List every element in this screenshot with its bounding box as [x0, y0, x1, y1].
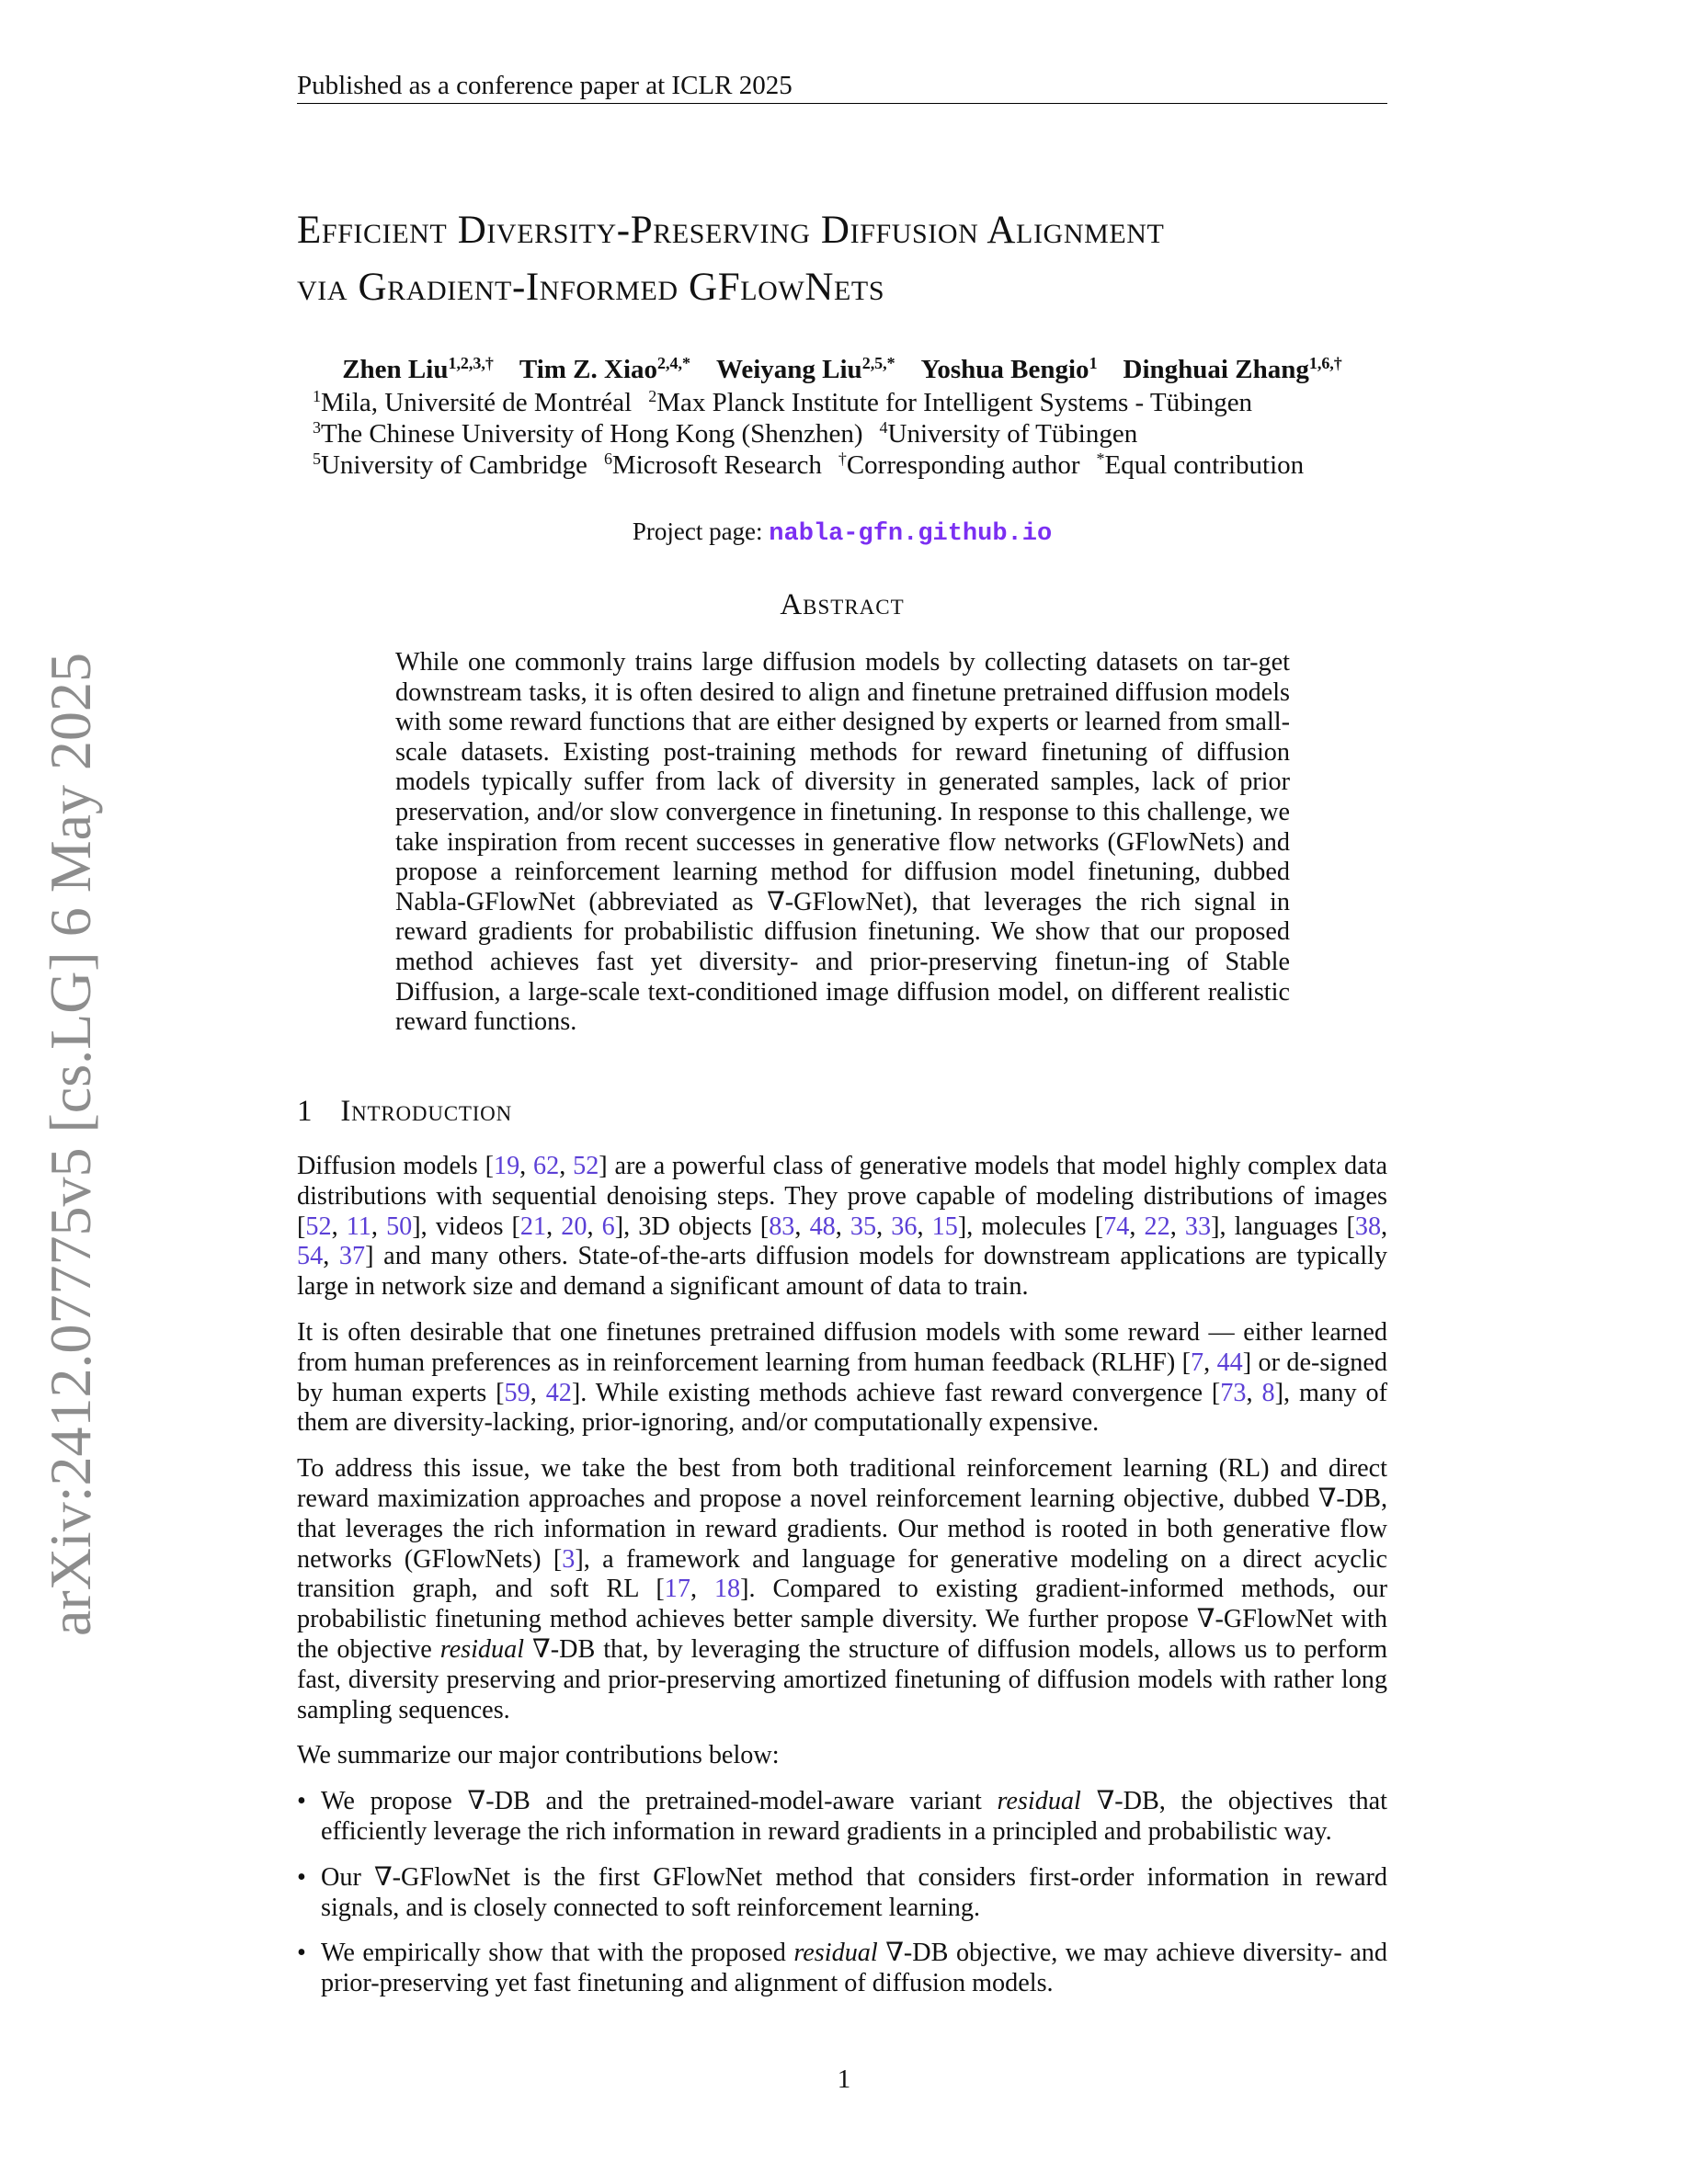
citation-link[interactable]: 6: [601, 1211, 615, 1241]
author-name: Dinghuai Zhang$^{1,6,\dagger}$: [1123, 354, 1342, 384]
arxiv-stamp: arXiv:2412.07775v5 [cs.LG] 6 May 2025: [38, 652, 103, 1636]
project-page: [297, 518, 1387, 548]
citation-link[interactable]: 44: [1216, 1348, 1243, 1377]
intro-paragraph-1: Diffusion models [19, 62, 52] are a powerful class of generative models that model highly complex data distributions with sequential denoising steps. They prove capable of modeling distributions of images [52, 11, 50], videos [21, 20, 6], 3D objects [83, 48, 35, 36, 15], molecules [74, 22, 33], languages [38, 54, 37] and many others. State-of-the-arts diffusion models for downstream applications are typically large in network size and demand a significant amount of data to train.: [297, 1152, 1388, 1302]
affiliation-item: $^3$The Chinese University of Hong Kong (Shenzhen): [313, 418, 863, 449]
affiliation-item: *Equal contribution: [1096, 449, 1305, 480]
author-name: Weiyang Liu$^{2,5,*}$: [715, 354, 895, 384]
affiliation-marker: *: [1096, 449, 1105, 469]
author-affiliation-marker: 1: [1089, 354, 1098, 373]
citation-link[interactable]: 38: [1354, 1211, 1382, 1241]
italic-term: residual: [439, 1634, 525, 1664]
abstract-body: While one commonly trains large diffusion models by collecting datasets on tar-get downstream tasks, it is often desired to align and finetune pretrained diffusion models with some reward functions that are either designed by experts or learned from small-scale datasets. Existing post-training methods for reward finetuning of diffusion models typically suffer from lack of diversity in generated samples, lack of prior preservation, and/or slow convergence in finetuning. In response to this challenge, we take inspiration from recent successes in generative flow networks (GFlowNets) and propose a reinforcement learning method for diffusion model finetuning, dubbed Nabla-GFlowNet (abbreviated as ∇-GFlowNet), that leverages the rich signal in reward gradients for probabilistic diffusion finetuning. We show that our proposed method achieves fast yet diversity- and prior-preserving finetun-ing of Stable Diffusion, a large-scale text-conditioned image diffusion model, on different realistic reward functions.: [395, 648, 1290, 1037]
affiliation-item: $^4$University of Tübingen: [879, 418, 1138, 449]
author-name: Tim Z. Xiao$^{2,4,*}$: [519, 354, 690, 384]
citation-link[interactable]: 35: [850, 1211, 877, 1241]
italic-term: residual: [793, 1939, 878, 1968]
intro-paragraph-4: We summarize our major contributions below:: [297, 1741, 780, 1770]
citation-link[interactable]: 74: [1103, 1211, 1130, 1241]
affiliation-item: $^6$Microsoft Research: [603, 449, 822, 480]
affiliation-marker: 4: [879, 418, 888, 438]
citation-link[interactable]: 22: [1144, 1211, 1170, 1241]
citation-link[interactable]: 8: [1261, 1378, 1275, 1407]
affiliation-marker: 6: [603, 449, 612, 469]
citation-link[interactable]: 17: [664, 1575, 690, 1604]
page-number: 1: [837, 2065, 851, 2094]
paper-title: [297, 202, 1400, 316]
author-name: Zhen Liu$^{1,2,3,\dagger}$: [342, 354, 494, 384]
affiliation-item: $^2$Max Planck Institute for Intelligent Systems - Tübingen: [648, 387, 1253, 417]
arxiv-stamp-container: [37, 561, 120, 1636]
contribution-item: • Our ∇-GFlowNet is the first GFlowNet method that considers first-order information in reward signals, and is closely connected to soft reinforcement learning.: [297, 1863, 1387, 1924]
citation-link[interactable]: 33: [1184, 1211, 1212, 1241]
project-page-label: Project page:: [632, 518, 770, 545]
contribution-item: • We propose ∇-DB and the pretrained-model-aware variant residual ∇-DB, the objectives that efficiently leverage the rich information in reward gradients in a principled and probabilistic way.: [297, 1787, 1387, 1848]
citation-link[interactable]: 18: [713, 1575, 741, 1604]
title-line-1: Efficient Diversity-Preserving Diffusion Alignment: [297, 209, 1165, 252]
affiliation-item: $^1$Mila, Université de Montréal: [313, 387, 633, 417]
author-affiliation-marker: 2,5,*: [861, 354, 895, 373]
citation-link[interactable]: 3: [562, 1544, 576, 1574]
citation-link[interactable]: 62: [533, 1152, 560, 1180]
affiliation-marker: †: [838, 449, 847, 469]
citation-link[interactable]: 7: [1191, 1348, 1204, 1377]
intro-paragraph-3: To address this issue, we take the best from both traditional reinforcement learning (RL) and direct reward maximization approaches and propose a novel reinforcement learning objective, dubbed ∇-DB, that leverages the rich information in reward gradients. Our method is rooted in both generative flow networks (GFlowNets) [3], a framework and language for generative modeling on a direct acyclic transition graph, and soft RL [17, 18]. Compared to existing gradient-informed methods, our probabilistic finetuning method achieves better sample diversity. We further propose ∇-GFlowNet with the objective residual ∇-DB that, by leveraging the structure of diffusion models, allows us to perform fast, diversity preserving and prior-preserving amortized finetuning of diffusion models with rather long sampling sequences.: [297, 1454, 1388, 1724]
citation-link[interactable]: 52: [573, 1152, 599, 1180]
running-header: Published as a conference paper at ICLR 2025: [297, 70, 1387, 104]
citation-link[interactable]: 48: [809, 1211, 836, 1241]
citation-link[interactable]: 36: [891, 1211, 918, 1241]
affiliation-item: $^5$University of Cambridge: [313, 449, 587, 480]
citation-link[interactable]: 42: [545, 1378, 572, 1407]
affiliation-marker: 2: [648, 387, 657, 406]
section-number: 1: [297, 1095, 314, 1128]
citation-link[interactable]: 20: [561, 1211, 587, 1241]
author-affiliation-marker: 1,2,3,†: [448, 354, 494, 373]
affiliation-item: †Corresponding author: [838, 449, 1080, 480]
author-list: [297, 355, 1387, 385]
affiliation-line-3: [313, 449, 1388, 481]
title-line-2: via Gradient-Informed GFlowNets: [297, 266, 885, 309]
citation-link[interactable]: 52: [305, 1211, 332, 1241]
author-name: Yoshua Bengio$^1$: [920, 354, 1098, 384]
contribution-list: [297, 1787, 1387, 1999]
author-affiliation-marker: 1,6,†: [1308, 354, 1342, 373]
citation-link[interactable]: 37: [338, 1242, 366, 1271]
abstract-heading: Abstract: [780, 588, 905, 621]
author-affiliation-marker: 2,4,*: [657, 354, 690, 373]
contribution-item: • We empirically show that with the proposed residual ∇-DB objective, we may achieve diversity- and prior-preserving yet fast finetuning and alignment of diffusion models.: [297, 1939, 1387, 1999]
citation-link[interactable]: 19: [493, 1152, 520, 1180]
citation-link[interactable]: 15: [931, 1211, 958, 1241]
introduction-body: [297, 1152, 1387, 2015]
section-title: Introduction: [340, 1095, 513, 1128]
citation-link[interactable]: 59: [504, 1378, 530, 1407]
project-page-link[interactable]: nabla-gfn.github.io: [769, 520, 1053, 548]
citation-link[interactable]: 54: [297, 1242, 324, 1271]
affiliation-line-1: [313, 387, 1388, 418]
citation-link[interactable]: 50: [386, 1211, 413, 1241]
section-heading: [297, 1095, 512, 1129]
affiliation-marker: 3: [313, 418, 321, 438]
citation-link[interactable]: 83: [769, 1211, 795, 1241]
citation-link[interactable]: 11: [346, 1211, 371, 1241]
citation-link[interactable]: 73: [1220, 1378, 1247, 1407]
affiliation-marker: 5: [313, 449, 321, 469]
italic-term: residual: [997, 1787, 1081, 1816]
affiliation-marker: 1: [313, 387, 321, 406]
intro-paragraph-2: It is often desirable that one finetunes pretrained diffusion models with some reward — either learned from human preferences as in reinforcement learning from human feedback (RLHF) [7, 44] or de-signed by human experts [59, 42]. While existing methods achieve fast reward convergence [73, 8], many of them are diversity-lacking, prior-ignoring, and/or computationally expensive.: [297, 1317, 1387, 1438]
affiliation-line-2: [313, 418, 1388, 449]
citation-link[interactable]: 21: [519, 1211, 547, 1241]
